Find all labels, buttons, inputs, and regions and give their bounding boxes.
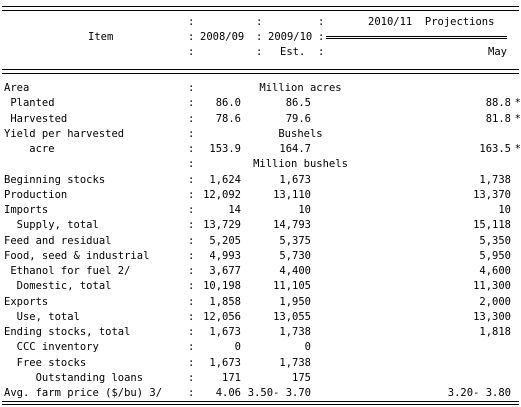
table-row: [0, 203, 521, 218]
row-label: Food, seed & industrial: [4, 249, 150, 262]
colon: :: [318, 16, 325, 28]
colon: :: [188, 143, 195, 155]
value-2009-10: 4,400: [279, 265, 311, 277]
value-2010-11-may: 5,950: [479, 249, 511, 262]
colon: :: [188, 387, 195, 399]
value-2010-11-may: 81.8: [485, 112, 511, 125]
row-label: acre: [4, 143, 55, 155]
row-label: Yield per harvested: [4, 127, 125, 140]
value-2009-10: 1,738: [279, 326, 311, 338]
row-label: Outstanding loans: [4, 371, 144, 384]
row-label: Planted: [4, 97, 55, 110]
revision-marker: *: [514, 97, 521, 110]
colon: :: [188, 310, 195, 323]
colon: :: [188, 173, 195, 186]
table-row: [0, 157, 521, 172]
colon: :: [318, 31, 325, 43]
bottom-double-rule: [2, 401, 519, 405]
table-row: [0, 127, 521, 142]
colon: :: [188, 82, 195, 94]
value-2008-09: 171: [222, 371, 241, 384]
row-label: Supply, total: [4, 219, 99, 232]
table-row: [0, 340, 521, 355]
colon: :: [188, 219, 195, 232]
header-line-3: [0, 45, 521, 60]
value-2009-10: 164.7: [279, 143, 311, 155]
revision-marker: *: [514, 143, 521, 155]
colon: :: [188, 356, 195, 369]
colon: :: [188, 127, 195, 140]
colon: :: [188, 371, 195, 384]
colon: :: [188, 16, 195, 28]
value-2009-10: 3.50- 3.70: [247, 387, 311, 399]
header-projections: 2010/11 Projections: [368, 16, 495, 28]
value-2009-10: 1,950: [279, 295, 311, 308]
row-label: Production: [4, 188, 68, 201]
colon: :: [188, 188, 195, 201]
value-2008-09: 1,624: [209, 173, 241, 186]
unit-label: Million bushels: [253, 158, 348, 171]
value-2010-11-may: 1,818: [479, 326, 511, 338]
value-2010-11-may: 11,300: [473, 280, 511, 293]
table-row: [0, 325, 521, 340]
value-2010-11-may: 88.8: [485, 97, 511, 110]
colon: :: [188, 341, 195, 354]
colon: :: [188, 265, 195, 277]
header-2008: 2008/09: [200, 31, 245, 43]
value-2009-10: 0: [304, 341, 311, 354]
colon: :: [256, 16, 263, 28]
header-line-2: [0, 30, 521, 45]
value-2008-09: 13,729: [203, 219, 241, 232]
table-row: [0, 234, 521, 249]
colon: :: [188, 46, 195, 58]
table-row: [0, 264, 521, 279]
value-2009-10: 5,730: [279, 249, 311, 262]
value-2008-09: 10,198: [203, 280, 241, 293]
value-2010-11-may: 1,738: [479, 173, 511, 186]
header-line-1: [0, 15, 521, 30]
table-row: [0, 386, 521, 401]
value-2009-10: 1,738: [279, 356, 311, 369]
value-2009-10: 1,673: [279, 173, 311, 186]
table-row: [0, 310, 521, 325]
colon: :: [188, 249, 195, 262]
value-2010-11-may: 3.20- 3.80: [447, 387, 511, 399]
value-2010-11-may: 13,370: [473, 188, 511, 201]
row-label: Area: [4, 82, 30, 94]
value-2009-10: 5,375: [279, 234, 311, 247]
value-2008-09: 153.9: [209, 143, 241, 155]
colon: :: [188, 204, 195, 216]
value-2008-09: 86.0: [215, 97, 241, 110]
row-label: Harvested: [4, 112, 68, 125]
row-label: Imports: [4, 204, 49, 216]
row-label: Ending stocks, total: [4, 326, 131, 338]
value-2010-11-may: 163.5: [479, 143, 511, 155]
value-2009-10: 86.5: [285, 97, 311, 110]
table-row: [0, 81, 521, 96]
colon: :: [188, 31, 195, 43]
value-2008-09: 5,205: [209, 234, 241, 247]
value-2009-10: 11,105: [273, 280, 311, 293]
value-2008-09: 14: [228, 204, 241, 216]
value-2009-10: 79.6: [285, 112, 311, 125]
header-may: May: [488, 46, 507, 58]
unit-label: Bushels: [278, 127, 323, 140]
row-label: Beginning stocks: [4, 173, 106, 186]
row-label: Feed and residual: [4, 234, 112, 247]
header-item: Item: [88, 31, 114, 43]
row-label: Use, total: [4, 310, 80, 323]
row-label: Exports: [4, 295, 49, 308]
value-2008-09: 1,673: [209, 326, 241, 338]
value-2008-09: 12,056: [203, 310, 241, 323]
value-2008-09: 12,092: [203, 188, 241, 201]
value-2009-10: 14,793: [273, 219, 311, 232]
revision-marker: *: [514, 112, 521, 125]
value-2009-10: 13,055: [273, 310, 311, 323]
colon: :: [256, 46, 263, 58]
colon: :: [188, 280, 195, 293]
header-2009: 2009/10: [268, 31, 313, 43]
value-2008-09: 3,677: [209, 265, 241, 277]
value-2009-10: 10: [298, 204, 311, 216]
value-2010-11-may: 15,118: [473, 219, 511, 232]
table-row: [0, 218, 521, 233]
unit-label: Million acres: [259, 82, 342, 94]
data-rows: [0, 81, 521, 401]
value-2008-09: 78.6: [215, 112, 241, 125]
table-row: [0, 295, 521, 310]
projection-sub-rule: [326, 36, 507, 39]
colon: :: [188, 158, 195, 171]
table-row: [0, 371, 521, 386]
value-2008-09: 1,858: [209, 295, 241, 308]
row-label: Domestic, total: [4, 280, 112, 293]
table-row: [0, 249, 521, 264]
header-est: Est.: [280, 46, 306, 58]
colon: :: [318, 46, 325, 58]
row-label: Ethanol for fuel 2/: [4, 265, 131, 277]
value-2010-11-may: 4,600: [479, 265, 511, 277]
table-row: [0, 356, 521, 371]
value-2009-10: 175: [292, 371, 311, 384]
colon: :: [188, 326, 195, 338]
colon: :: [256, 31, 263, 43]
table-row: [0, 279, 521, 294]
value-2008-09: 1,673: [209, 356, 241, 369]
colon: :: [188, 295, 195, 308]
value-2008-09: 4,993: [209, 249, 241, 262]
value-2010-11-may: 10: [498, 204, 511, 216]
colon: :: [188, 234, 195, 247]
value-2010-11-may: 5,350: [479, 234, 511, 247]
table-header: [0, 11, 521, 56]
value-2010-11-may: 2,000: [479, 295, 511, 308]
table-row: [0, 188, 521, 203]
value-2008-09: 0: [234, 341, 241, 354]
row-label: CCC inventory: [4, 341, 99, 354]
value-2010-11-may: 13,300: [473, 310, 511, 323]
row-label: Free stocks: [4, 356, 87, 369]
value-2008-09: 4.06: [215, 387, 241, 399]
table-row: [0, 112, 521, 127]
table-row: [0, 142, 521, 157]
value-2009-10: 13,110: [273, 188, 311, 201]
colon: :: [188, 112, 195, 125]
row-label: Avg. farm price ($/bu) 3/: [4, 387, 163, 399]
header-double-rule: [2, 69, 519, 74]
colon: :: [188, 97, 195, 110]
table-row: [0, 96, 521, 111]
table-row: [0, 173, 521, 188]
